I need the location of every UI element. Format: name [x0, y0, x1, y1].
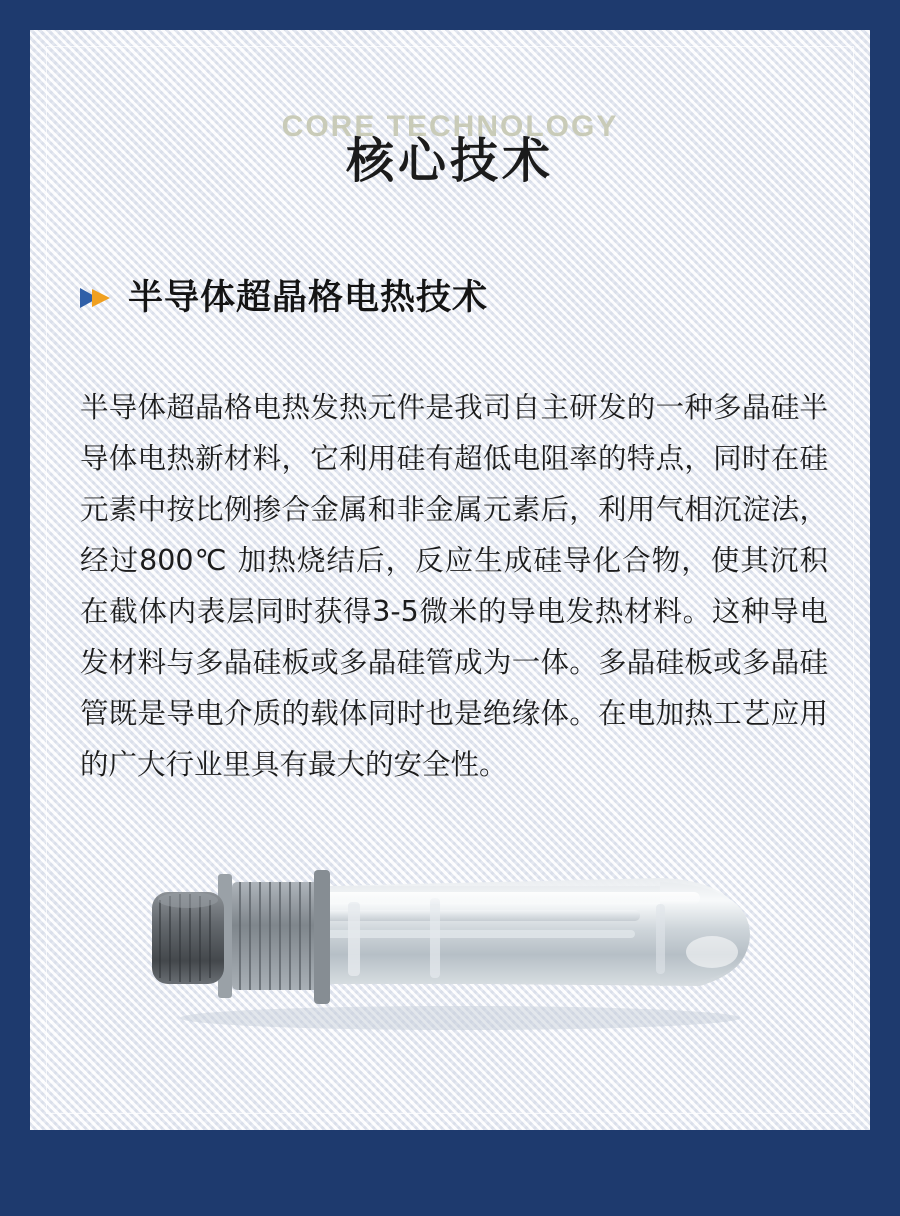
page-header	[30, 108, 870, 192]
section-heading	[78, 278, 488, 318]
section-body-text: 半导体超晶格电热发热元件是我司自主研发的一种多晶硅半导体电热新材料，它利用硅有超低电阻率的特点，同时在硅元素中按比例掺合金属和非金属元素后，利用气相沉淀法，经过800℃ 加热烧结后，反应生成硅导化合物，使其沉积在截体内表层同时获得3-5微米的导电发热材料。这种导电发材料与多晶硅板或多晶硅管成为一体。多晶硅板或多晶硅管既是导电介质的载体同时也是绝缘体。在电加热工艺应用的广大行业里具有最大的安全性。	[80, 391, 828, 781]
content-card	[30, 30, 870, 1130]
play-triangle-icon	[78, 280, 114, 316]
page-title: 核心技术	[345, 133, 554, 189]
eyebrow-text: CORE TECHNOLOGY	[281, 110, 619, 143]
heating-element-product-photo	[100, 830, 800, 1050]
section-heading-label: 半导体超晶格电热技术	[128, 278, 489, 318]
